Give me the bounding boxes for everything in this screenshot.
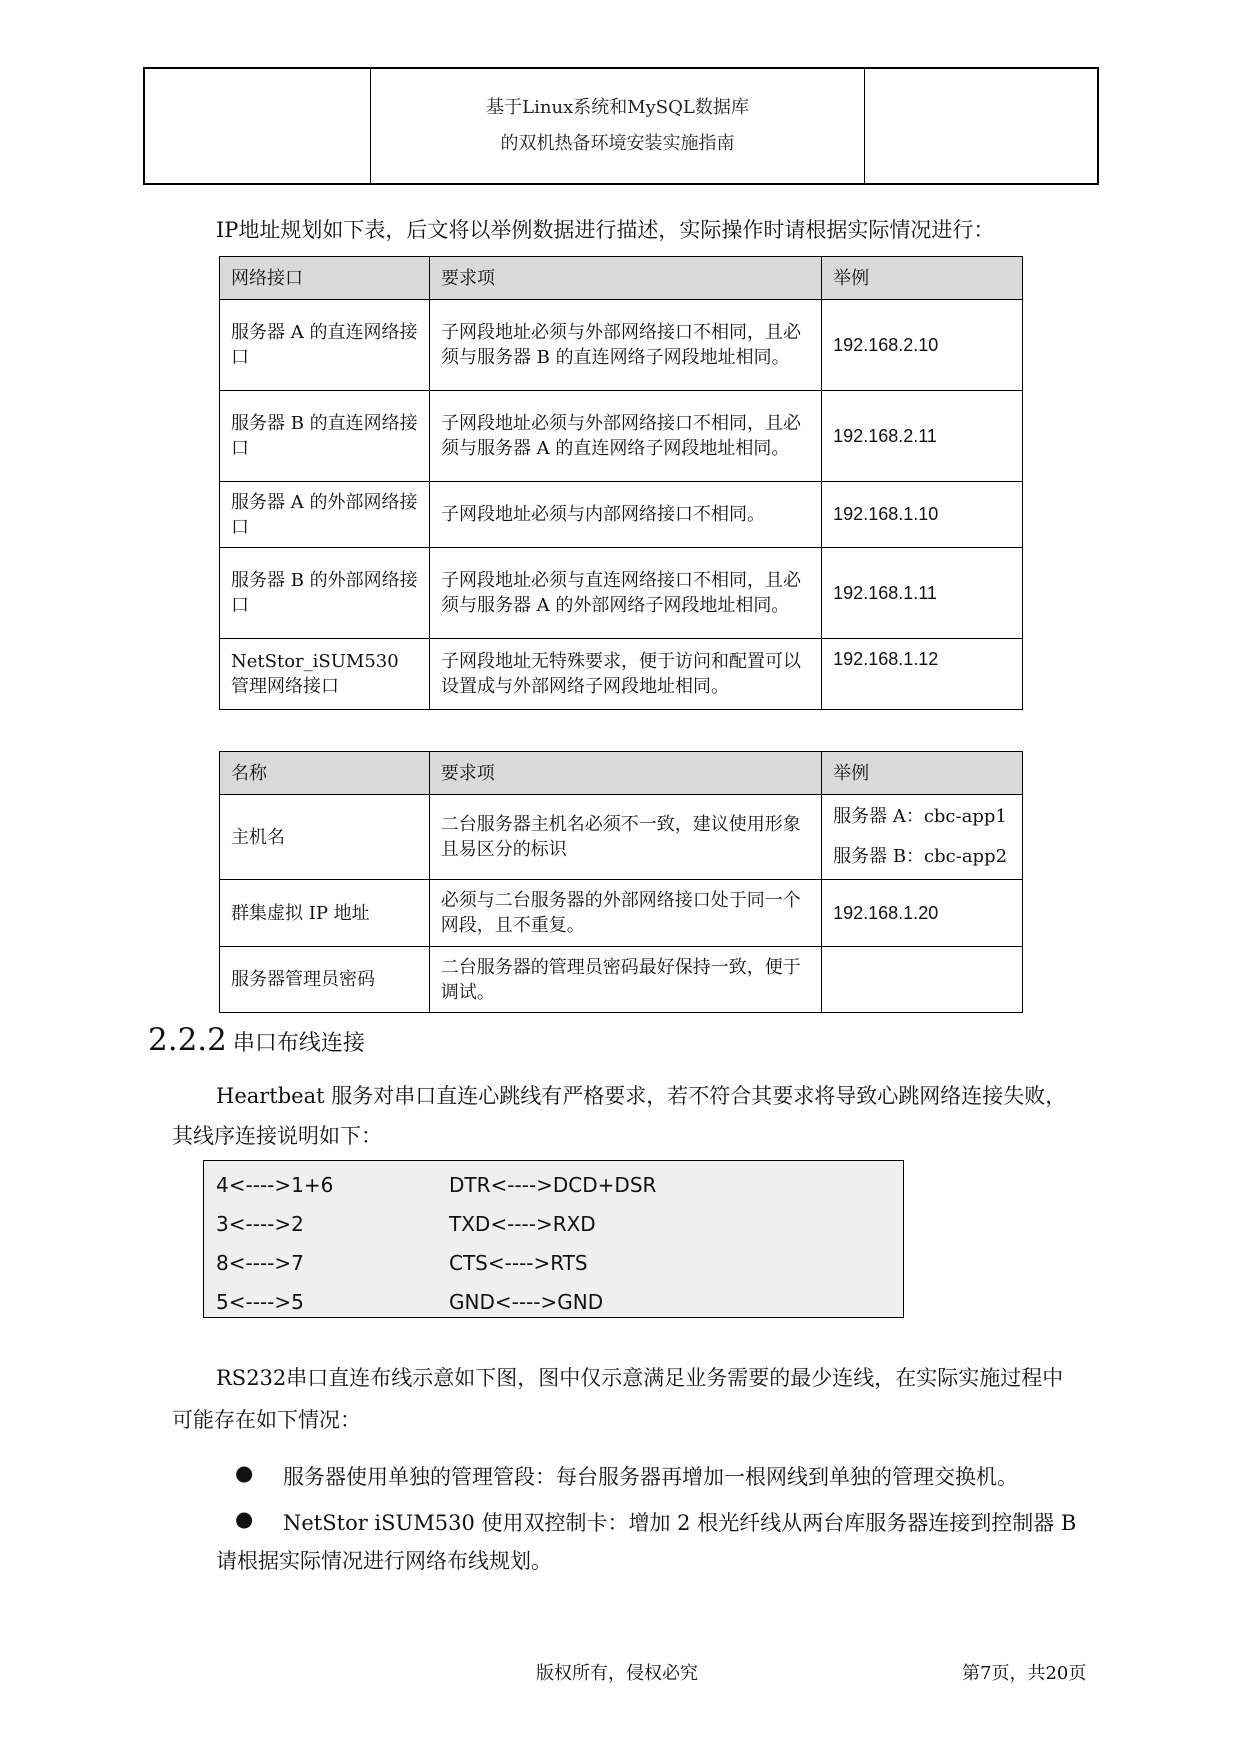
wiring-pins: 4<---->1+6 (216, 1172, 334, 1197)
header-right-cell (865, 69, 1097, 183)
header-title-line2: 的双机热备环境安装实施指南 (500, 133, 735, 154)
header-logo-cell (145, 69, 371, 183)
cell-name: 群集虚拟 IP 地址 (220, 880, 430, 947)
cell-name: 服务器管理员密码 (220, 947, 430, 1013)
cell-example: 192.168.1.10 (822, 482, 1023, 548)
cell-req: 子网段地址必须与内部网络接口不相同。 (429, 482, 821, 548)
cell-example: 192.168.1.12 (822, 639, 1023, 710)
col-header: 要求项 (429, 752, 821, 795)
cell-req: 二台服务器主机名必须不一致，建议使用形象且易区分的标识 (429, 795, 821, 880)
table-row (220, 548, 1023, 639)
bullet-dot: ● (235, 1461, 254, 1485)
wiring-row (204, 1243, 903, 1282)
cell-req: 子网段地址必须与外部网络接口不相同，且必须与服务器 A 的直连网络子网段地址相同。 (429, 391, 821, 482)
rs232-paragraph-line1: RS232串口直连布线示意如下图，图中仅示意满足业务需要的最少连线，在实际实施过程中 (216, 1366, 1064, 1390)
cell-example: 192.168.1.11 (822, 548, 1023, 639)
cell-name: 主机名 (220, 795, 430, 880)
footer-page-number: 第7页，共20页 (962, 1663, 1087, 1684)
wiring-row (204, 1204, 903, 1243)
cell-iface: 服务器 B 的直连网络接口 (220, 391, 430, 482)
host-config-table (219, 751, 1023, 1013)
rs232-paragraph-line2: 可能存在如下情况： (172, 1408, 361, 1432)
section-heading (148, 1022, 365, 1058)
cell-iface: 服务器 A 的外部网络接口 (220, 482, 430, 548)
cell-iface: 服务器 A 的直连网络接口 (220, 300, 430, 391)
table-row (220, 795, 1023, 880)
table-header-row (220, 257, 1023, 300)
footer-copyright: 版权所有，侵权必究 (536, 1663, 698, 1684)
cell-example: 192.168.1.20 (822, 880, 1023, 947)
col-header: 名称 (220, 752, 430, 795)
bullet-text: NetStor iSUM530 使用双控制卡：增加 2 根光纤线从两台库服务器连接到控制器 B (283, 1511, 1077, 1535)
heartbeat-paragraph-line1: Heartbeat 服务对串口直连心跳线有严格要求，若不符合其要求将导致心跳网络连接失败， (216, 1084, 1067, 1108)
col-header: 要求项 (429, 257, 821, 300)
cell-example (822, 795, 1023, 880)
col-header: 举例 (822, 257, 1023, 300)
table-row (220, 482, 1023, 548)
section-number: 2.2.2 (148, 1022, 227, 1058)
heartbeat-paragraph-line2: 其线序连接说明如下： (172, 1124, 382, 1148)
section-title: 串口布线连接 (232, 1031, 365, 1056)
col-header: 网络接口 (220, 257, 430, 300)
cell-iface: 服务器 B 的外部网络接口 (220, 548, 430, 639)
cell-req: 必须与二台服务器的外部网络接口处于同一个网段，且不重复。 (429, 880, 821, 947)
closing-paragraph: 请根据实际情况进行网络布线规划。 (216, 1549, 552, 1573)
cell-example: 192.168.2.11 (822, 391, 1023, 482)
document-header (143, 67, 1099, 185)
wiring-signals: CTS<---->RTS (449, 1250, 588, 1275)
cell-example (822, 947, 1023, 1013)
wiring-pins: 5<---->5 (216, 1289, 304, 1314)
wiring-box (203, 1160, 904, 1318)
table-row (220, 880, 1023, 947)
wiring-signals: TXD<---->RXD (449, 1211, 596, 1236)
table-row (220, 391, 1023, 482)
cell-iface: NetStor_iSUM530 管理网络接口 (220, 639, 430, 710)
intro-paragraph: IP地址规划如下表，后文将以举例数据进行描述，实际操作时请根据实际情况进行： (216, 218, 995, 242)
col-header: 举例 (822, 752, 1023, 795)
cell-example: 192.168.2.10 (822, 300, 1023, 391)
table-header-row (220, 752, 1023, 795)
example-line: 服务器 A：cbc-app1 (833, 806, 1007, 827)
header-title-line1: 基于Linux系统和MySQL数据库 (486, 97, 749, 118)
wiring-row (204, 1165, 903, 1204)
wiring-pins: 8<---->7 (216, 1250, 304, 1275)
header-title-cell (371, 69, 865, 183)
wiring-row (204, 1282, 903, 1321)
wiring-signals: DTR<---->DCD+DSR (449, 1172, 657, 1197)
cell-req: 子网段地址必须与直连网络接口不相同，且必须与服务器 A 的外部网络子网段地址相同。 (429, 548, 821, 639)
table-row (220, 639, 1023, 710)
ip-plan-table (219, 256, 1023, 710)
table-row (220, 300, 1023, 391)
example-line: 服务器 B：cbc-app2 (833, 846, 1008, 867)
wiring-signals: GND<---->GND (449, 1289, 604, 1314)
bullet-dot: ● (235, 1507, 254, 1531)
cell-req: 二台服务器的管理员密码最好保持一致，便于调试。 (429, 947, 821, 1013)
table-row (220, 947, 1023, 1013)
cell-req: 子网段地址无特殊要求，便于访问和配置可以设置成与外部网络子网段地址相同。 (429, 639, 821, 710)
wiring-pins: 3<---->2 (216, 1211, 304, 1236)
bullet-text: 服务器使用单独的管理管段：每台服务器再增加一根网线到单独的管理交换机。 (283, 1465, 1018, 1489)
cell-req: 子网段地址必须与外部网络接口不相同，且必须与服务器 B 的直连网络子网段地址相同。 (429, 300, 821, 391)
